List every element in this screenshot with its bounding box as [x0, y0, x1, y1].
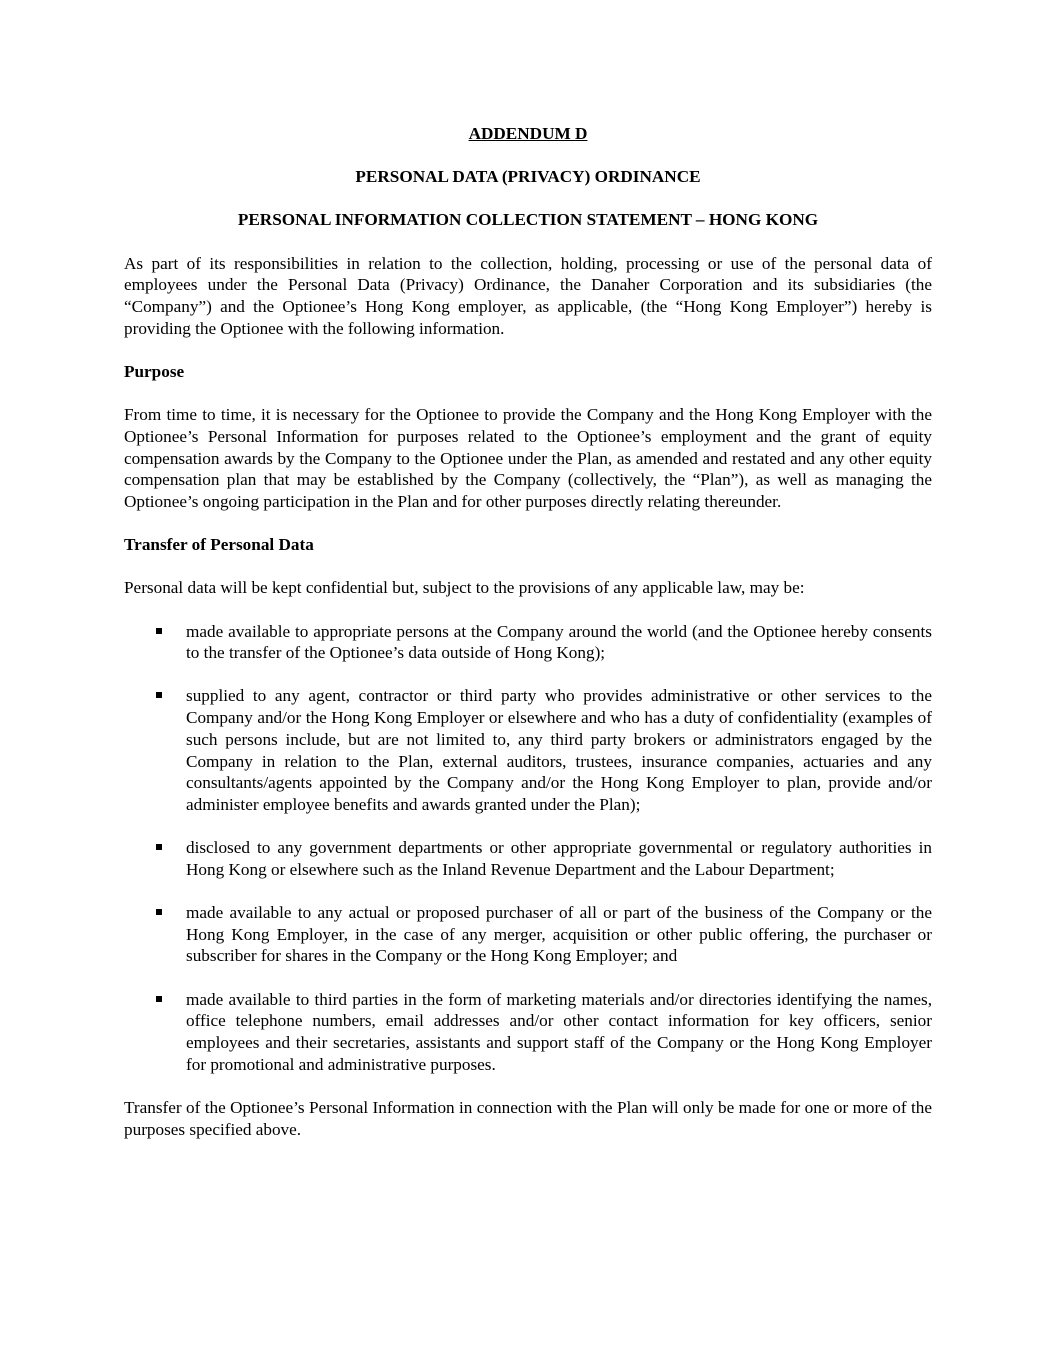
square-bullet-icon: [156, 692, 162, 698]
intro-paragraph: As part of its responsibilities in relation to the collection, holding, processing or use of the personal data of employees under the Personal Data (Privacy) Ordinance, the Danaher Corporation and its subsidiaries (the “Company”) and the Optionee’s Hong Kong employer, as applicable, (the “Hong Kong Employer”) hereby is providing the Optionee with the following information.: [124, 253, 932, 338]
transfer-bullet-list: [124, 621, 932, 1076]
square-bullet-icon: [156, 909, 162, 915]
list-item: [124, 621, 932, 664]
list-item: [124, 902, 932, 967]
document-page: [124, 123, 932, 1162]
square-bullet-icon: [156, 996, 162, 1002]
list-item-text: made available to any actual or proposed purchaser of all or part of the business of the Company or the Hong Kong Employer, in the case of any merger, acquisition or other public offering, the purchaser or subscriber for shares in the Company or the Hong Kong Employer; and: [186, 903, 932, 966]
transfer-closing-paragraph: Transfer of the Optionee’s Personal Information in connection with the Plan will only be made for one or more of the purposes specified above.: [124, 1098, 932, 1139]
list-item-text: disclosed to any government departments or other appropriate governmental or regulatory authorities in Hong Kong or elsewhere such as the Inland Revenue Department and the Labour Department;: [186, 838, 932, 879]
list-item: [124, 837, 932, 880]
list-item: [124, 989, 932, 1076]
addendum-title: ADDENDUM D: [468, 124, 588, 143]
transfer-lead-paragraph: Personal data will be kept confidential but, subject to the provisions of any applicable law, may be:: [124, 578, 805, 598]
statement-title: PERSONAL INFORMATION COLLECTION STATEMENT – HONG KONG: [237, 210, 819, 230]
purpose-heading: Purpose: [124, 361, 185, 381]
purpose-paragraph: From time to time, it is necessary for the Optionee to provide the Company and the Hong Kong Employer with the Optionee’s Personal Information for purposes related to the Optionee’s employment and the grant of equity compensation awards by the Company to the Optionee under the Plan, as amended and restated and any other equity compensation plan that may be established by the Company (collectively, the “Plan”), as well as managing the Optionee’s ongoing participation in the Plan and for other purposes directly relating thereunder.: [124, 405, 932, 511]
list-item-text: made available to appropriate persons at the Company around the world (and the Optionee hereby consents to the transfer of the Optionee’s data outside of Hong Kong);: [186, 621, 932, 663]
square-bullet-icon: [156, 628, 162, 634]
list-item-text: supplied to any agent, contractor or third party who provides administrative or other services to the Company and/or the Hong Kong Employer or elsewhere and who has a duty of confidentiality (examples of such persons include, but are not limited to, any third party brokers or administrators engaged by the Company in relation to the Plan, external auditors, trustees, insurance companies, actuaries and any consultants/agents appointed by the Company and/or the Hong Kong Employer to plan, provide and/or administer employee benefits and awards granted under the Plan);: [186, 686, 932, 814]
square-bullet-icon: [156, 844, 162, 850]
list-item-text: made available to third parties in the form of marketing materials and/or directories identifying the names, office telephone numbers, email addresses and/or other contact information for key officers, senior employees and their secretaries, assistants and support staff of the Company or the Hong Kong Employer for promotional and administrative purposes.: [186, 989, 932, 1074]
list-item: [124, 685, 932, 815]
ordinance-title: PERSONAL DATA (PRIVACY) ORDINANCE: [355, 167, 701, 187]
transfer-heading: Transfer of Personal Data: [124, 535, 314, 555]
